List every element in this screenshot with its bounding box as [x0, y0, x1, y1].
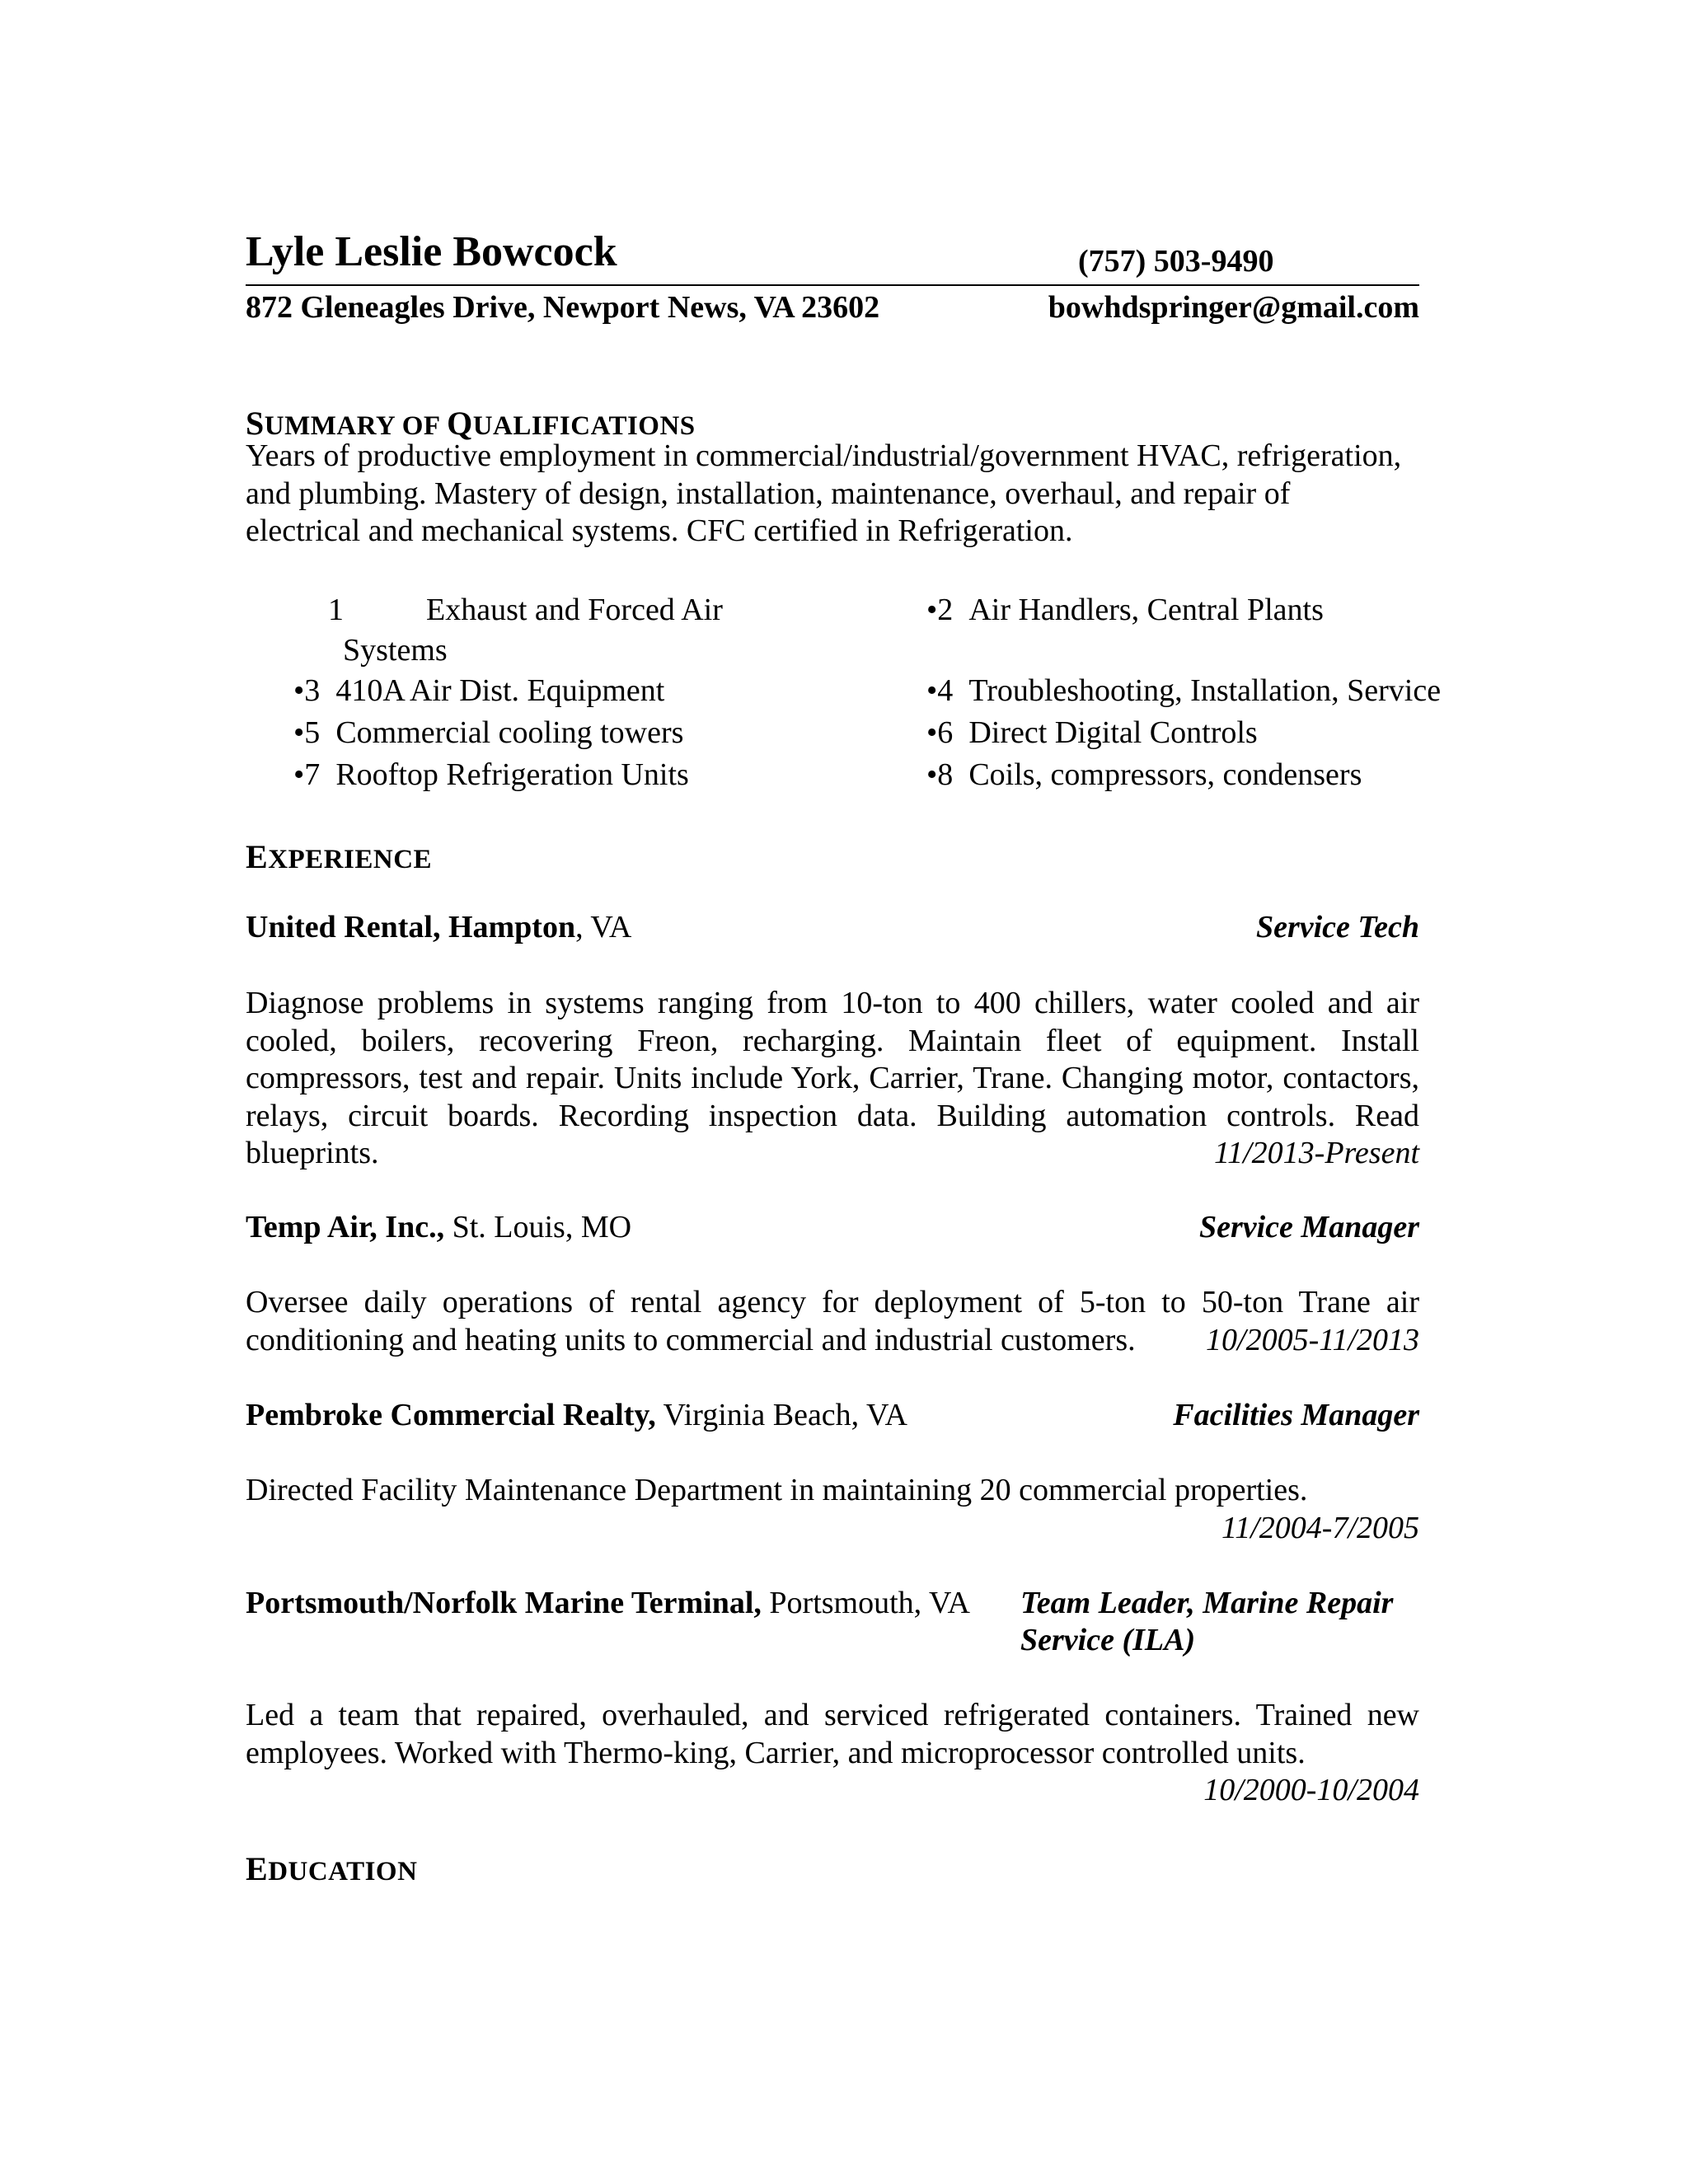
education-heading: EDUCATION [246, 1850, 418, 1887]
job-header [246, 1397, 1419, 1434]
job-dates: 11/2004-7/2005 [1221, 1511, 1419, 1545]
job-location: St. Louis, MO [444, 1210, 632, 1244]
job-title: Facilities Manager [1173, 1398, 1419, 1432]
email-address: bowhdspringer@gmail.com [1048, 290, 1419, 325]
experience-heading: EXPERIENCE [246, 838, 433, 875]
job-description: Led a team that repaired, overhauled, and serviced refrigerated containers. Trained new employees. Worked with Thermo-king, Carrier, and microprocessor controlled units. [246, 1698, 1419, 1770]
job-location: Portsmouth, VA [761, 1586, 970, 1620]
company-name: Portsmouth/Norfolk Marine Terminal, [246, 1586, 762, 1620]
summary-heading: SUMMARY OF QUALIFICATIONS [246, 405, 696, 442]
job-description: Oversee daily operations of rental agency for deployment of 5-ton to 50-ton Trane air conditioning and heating units to commercial and industrial customers. 10/2005-11/2013 [246, 1284, 1419, 1359]
phone-number: (757) 503-9490 [1078, 244, 1274, 279]
job-location: Virginia Beach, VA [655, 1398, 907, 1432]
job-dates: 10/2000-10/2004 [1203, 1773, 1419, 1807]
company-name: Pembroke Commercial Realty, [246, 1398, 656, 1432]
job-description: Directed Facility Maintenance Department in maintaining 20 commercial properties. [246, 1473, 1308, 1507]
list-item: •2 Air Handlers, Central Plants [926, 593, 1324, 627]
job-title: Team Leader, Marine Repair Service (ILA) [1020, 1586, 1394, 1657]
job-header [246, 1209, 1419, 1246]
job-description: Diagnose problems in systems ranging from 10-ton to 400 chillers, water cooled and air cooled, boilers, recovering Freon, recharging. Maintain fleet of equipment. Install compressors, test and repair. Units include York, Carrier, Trane. Changing motor, contactors, relays, circuit boards. Recording inspection data. Building automation controls. Read blueprints. 11/2013-Present [246, 985, 1419, 1173]
applicant-name: Lyle Leslie Bowcock [246, 228, 617, 275]
job-dates: 10/2005-11/2013 [1206, 1322, 1419, 1357]
job-location: , VA [575, 910, 632, 944]
company-name: Temp Air, Inc., [246, 1210, 445, 1244]
job-title: Service Tech [1255, 910, 1419, 944]
list-item-continuation: Systems [343, 633, 448, 668]
job-header [246, 909, 1419, 946]
list-item: •8 Coils, compressors, condensers [926, 757, 1362, 792]
list-item: 1 Exhaust and Forced Air [328, 593, 723, 627]
header-divider [246, 284, 1419, 286]
list-item: •7 Rooftop Refrigeration Units [293, 757, 689, 792]
job-title: Service Manager [1198, 1210, 1419, 1244]
list-item: •3 410A Air Dist. Equipment [293, 673, 665, 708]
job-dates: 11/2013-Present [1213, 1136, 1419, 1170]
company-name: United Rental, Hampton [246, 910, 576, 944]
list-item: •6 Direct Digital Controls [926, 715, 1258, 750]
list-item: •4 Troubleshooting, Installation, Service [926, 673, 1442, 708]
home-address: 872 Gleneagles Drive, Newport News, VA 23602 [246, 290, 880, 325]
summary-text: Years of productive employment in commercial/industrial/government HVAC, refrigeration, and plumbing. Mastery of design, installation, maintenance, overhaul, and repair of electrical and mechanical systems. CFC certified in Refrigeration. [246, 438, 1402, 548]
list-item: •5 Commercial cooling towers [293, 715, 684, 750]
